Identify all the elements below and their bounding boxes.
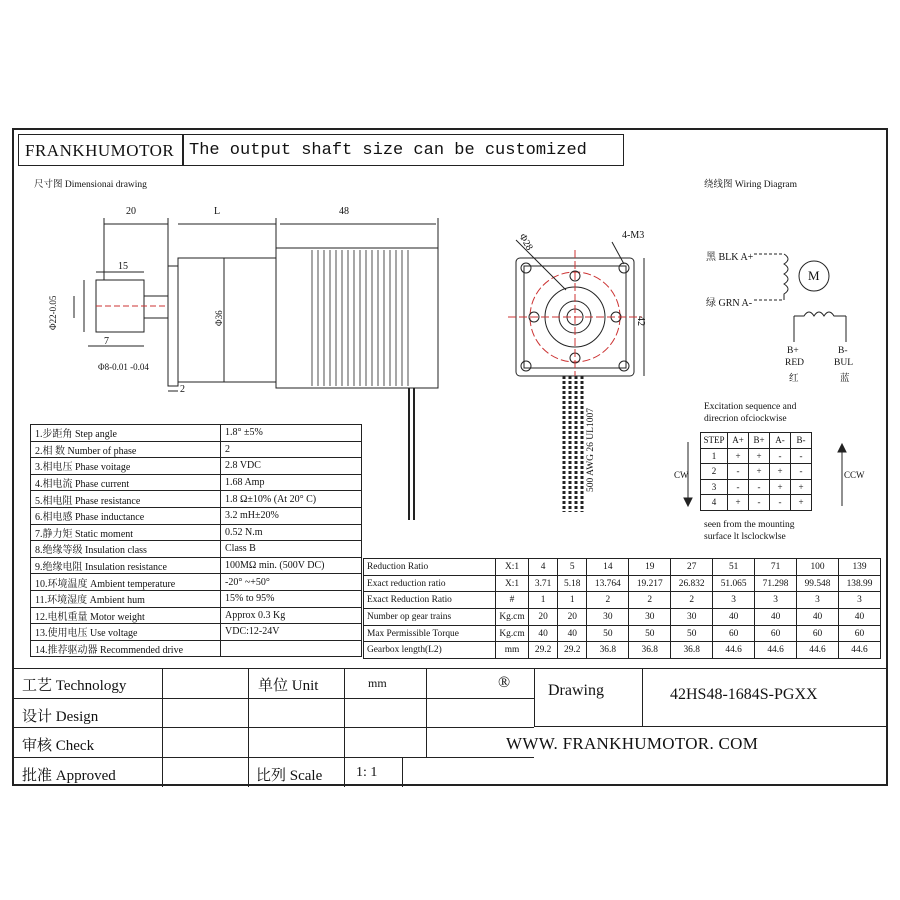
spec-row xyxy=(31,491,362,508)
dim-8: Φ8-0.01 -0.04 xyxy=(98,362,149,372)
spec-value: VDC:12-24V xyxy=(221,624,362,641)
spec-label: 12.电机重量 Motor weight xyxy=(31,607,221,624)
ratio-cell: 19 xyxy=(629,559,671,576)
spec-row xyxy=(31,474,362,491)
dim-m3: 4-M3 xyxy=(622,230,645,241)
cell-divider xyxy=(162,699,163,729)
ratio-label: Exact reduction ratio xyxy=(364,575,496,592)
ratio-cell: 3 xyxy=(713,592,755,609)
unit-label: 单位 Unit xyxy=(258,678,319,694)
ratio-cell: 30 xyxy=(629,609,671,626)
ratio-cell: 14 xyxy=(587,559,629,576)
spec-row xyxy=(31,640,362,657)
step-cell: - xyxy=(749,479,770,495)
step-cell: - xyxy=(770,448,791,464)
cell-divider xyxy=(248,758,249,788)
brand-box xyxy=(18,134,184,166)
ccw-label: CCW xyxy=(844,470,865,480)
spec-label: 4.相电流 Phase current xyxy=(31,474,221,491)
spec-row xyxy=(31,441,362,458)
step-header-cell: B- xyxy=(791,433,812,449)
cell-divider xyxy=(162,728,163,758)
spec-row xyxy=(31,557,362,574)
spec-label: 9.绝缘电阻 Insulation resistance xyxy=(31,557,221,574)
seen-line-1: seen from the mounting xyxy=(704,520,795,530)
step-cell: + xyxy=(728,448,749,464)
step-header-cell: A- xyxy=(770,433,791,449)
ratio-cell: 44.6 xyxy=(797,642,839,659)
ratio-label: Max Permissible Torque xyxy=(364,625,496,642)
ratio-cell: 44.6 xyxy=(755,642,797,659)
dim-15: 15 xyxy=(118,261,128,272)
ratio-row xyxy=(364,559,881,576)
step-header-cell: A+ xyxy=(728,433,749,449)
dim-l: L xyxy=(214,206,221,217)
step-cell: 3 xyxy=(701,479,728,495)
step-table-row xyxy=(701,495,812,511)
motor-symbol: M xyxy=(808,268,820,283)
tagline: The output shaft size can be customized xyxy=(189,141,587,160)
scale-label: 比列 Scale xyxy=(256,767,323,784)
dim-22: Φ22-0.05 xyxy=(48,295,58,330)
ratio-cell: 30 xyxy=(587,609,629,626)
ratio-label: Number op gear trains xyxy=(364,609,496,626)
step-cell: - xyxy=(770,495,791,511)
ratio-cell: 51 xyxy=(713,559,755,576)
registered-mark: ® xyxy=(498,674,511,691)
dim-28: Φ28 xyxy=(516,232,535,253)
tagline-box xyxy=(182,134,624,166)
wire-blk: 黑 BLK A+ xyxy=(706,252,754,263)
ratio-cell: 20 xyxy=(529,609,558,626)
step-cell: 2 xyxy=(701,464,728,480)
ratio-row xyxy=(364,575,881,592)
wiring-title: 绕线图 Wiring Diagram xyxy=(704,180,798,190)
spec-row xyxy=(31,590,362,607)
reduction-ratio-table xyxy=(363,558,881,659)
cell-divider xyxy=(344,699,345,729)
spec-row xyxy=(31,624,362,641)
spec-row xyxy=(31,524,362,541)
spec-value: 1.8° ±5% xyxy=(221,425,362,442)
spec-value: 15% to 95% xyxy=(221,590,362,607)
step-cell: - xyxy=(728,479,749,495)
ratio-cell: 3 xyxy=(755,592,797,609)
cell-divider xyxy=(344,728,345,758)
step-header-cell: B+ xyxy=(749,433,770,449)
cell-divider xyxy=(248,728,249,758)
ratio-cell: 2 xyxy=(629,592,671,609)
ratio-cell: 4 xyxy=(529,559,558,576)
drawing-label: Drawing xyxy=(548,682,604,699)
spec-value: 100MΩ min. (500V DC) xyxy=(221,557,362,574)
ratio-cell: 71.298 xyxy=(755,575,797,592)
ratio-label: Reduction Ratio xyxy=(364,559,496,576)
website: WWW. FRANKHUMOTOR. COM xyxy=(506,734,759,753)
ratio-cell: 3 xyxy=(838,592,880,609)
scale-value: 1: 1 xyxy=(356,764,378,780)
spec-value: 1.8 Ω±10% (At 20° C) xyxy=(221,491,362,508)
ratio-label: Gearbox length(L2) xyxy=(364,642,496,659)
spec-label: 2.相 数 Number of phase xyxy=(31,441,221,458)
spec-value: 0.52 N.m xyxy=(221,524,362,541)
spec-row xyxy=(31,574,362,591)
ratio-row xyxy=(364,592,881,609)
wire-b-plus: B+ xyxy=(787,346,799,356)
ratio-cell: 40 xyxy=(797,609,839,626)
ratio-cell: 139 xyxy=(838,559,880,576)
ratio-cell: 40 xyxy=(755,609,797,626)
ratio-cell: 60 xyxy=(797,625,839,642)
title-block xyxy=(14,668,886,786)
design-label: 设计 Design xyxy=(22,708,99,725)
ratio-cell: 40 xyxy=(838,609,880,626)
ratio-cell: 44.6 xyxy=(713,642,755,659)
step-cell: - xyxy=(728,464,749,480)
spec-value xyxy=(221,640,362,657)
step-cell: + xyxy=(770,464,791,480)
ratio-cell: 1 xyxy=(558,592,587,609)
ratio-cell: 2 xyxy=(587,592,629,609)
ratio-cell: 1 xyxy=(529,592,558,609)
step-cell: + xyxy=(791,495,812,511)
spec-label: 5.相电阻 Phase resistance xyxy=(31,491,221,508)
ratio-cell: 36.8 xyxy=(671,642,713,659)
ratio-unit: mm xyxy=(496,642,529,659)
step-cell: + xyxy=(791,479,812,495)
spec-label: 13.使用电压 Use voltage xyxy=(31,624,221,641)
cell-divider xyxy=(162,668,163,698)
dim-42: 42 xyxy=(635,316,646,326)
spec-value: 3.2 mH±20% xyxy=(221,507,362,524)
ratio-cell: 50 xyxy=(671,625,713,642)
ratio-row xyxy=(364,625,881,642)
dim-36: Φ36 xyxy=(214,310,224,326)
seen-line-2: surface lt lsclockwlse xyxy=(704,532,786,542)
brand-name: FRANKHUMOTOR xyxy=(25,141,175,160)
spec-label: 10.环境温度 Ambient temperature xyxy=(31,574,221,591)
ratio-cell: 20 xyxy=(558,609,587,626)
step-table-row xyxy=(701,479,812,495)
step-cell: - xyxy=(791,448,812,464)
step-table-row xyxy=(701,464,812,480)
ratio-cell: 40 xyxy=(529,625,558,642)
ratio-cell: 13.764 xyxy=(587,575,629,592)
step-cell: - xyxy=(749,495,770,511)
ratio-unit: X:1 xyxy=(496,575,529,592)
ratio-cell: 2 xyxy=(671,592,713,609)
ratio-cell: 36.8 xyxy=(629,642,671,659)
spec-value: -20° ~+50° xyxy=(221,574,362,591)
drawing-sheet xyxy=(12,128,888,786)
ratio-cell: 40 xyxy=(713,609,755,626)
ratio-label: Exact Reduction Ratio xyxy=(364,592,496,609)
spec-value: 2 xyxy=(221,441,362,458)
ratio-cell: 99.548 xyxy=(797,575,839,592)
wire-bul-cn: 蓝 xyxy=(840,374,850,384)
ratio-unit: # xyxy=(496,592,529,609)
cw-label: CW xyxy=(674,470,689,480)
approved-label: 批准 Approved xyxy=(22,767,116,784)
wire-red-cn: 红 xyxy=(789,374,799,384)
ratio-cell: 100 xyxy=(797,559,839,576)
spec-row xyxy=(31,541,362,558)
cable-spec: 500 AWG 26 UL1007 xyxy=(586,408,596,492)
spec-row xyxy=(31,425,362,442)
spec-row xyxy=(31,607,362,624)
wire-bul: BUL xyxy=(834,358,853,368)
ratio-cell: 40 xyxy=(558,625,587,642)
spec-label: 8.绝缘等级 Insulation class xyxy=(31,541,221,558)
ratio-row xyxy=(364,609,881,626)
ratio-cell: 29.2 xyxy=(529,642,558,659)
ratio-cell: 71 xyxy=(755,559,797,576)
spec-value: 1.68 Amp xyxy=(221,474,362,491)
ratio-cell: 19.217 xyxy=(629,575,671,592)
ratio-cell: 60 xyxy=(755,625,797,642)
step-cell: - xyxy=(791,464,812,480)
spec-label: 11.环境湿度 Ambient hum xyxy=(31,590,221,607)
ratio-cell: 5.18 xyxy=(558,575,587,592)
spec-label: 7.静力矩 Static moment xyxy=(31,524,221,541)
step-table xyxy=(700,432,812,511)
cell-divider xyxy=(248,668,249,698)
ratio-cell: 138.99 xyxy=(838,575,880,592)
ratio-row xyxy=(364,642,881,659)
ratio-unit: X:1 xyxy=(496,559,529,576)
dim-48: 48 xyxy=(339,206,349,217)
ratio-cell: 44.6 xyxy=(838,642,880,659)
ratio-cell: 26.832 xyxy=(671,575,713,592)
wire-grn: 绿 GRN A- xyxy=(706,298,753,309)
step-cell: 4 xyxy=(701,495,728,511)
ratio-cell: 5 xyxy=(558,559,587,576)
dimensional-title: 尺寸图 Dimensionai drawing xyxy=(34,180,147,190)
dim-7: 7 xyxy=(104,336,109,347)
cell-divider xyxy=(344,758,345,788)
drawing-bottom-border xyxy=(534,726,642,727)
spec-row xyxy=(31,507,362,524)
spec-value: Approx 0.3 Kg xyxy=(221,607,362,624)
ratio-unit: Kg.cm xyxy=(496,609,529,626)
model-number: 42HS48-1684S-PGXX xyxy=(670,686,818,703)
step-cell: + xyxy=(728,495,749,511)
wire-red: RED xyxy=(785,358,804,368)
spec-value: Class B xyxy=(221,541,362,558)
spec-label: 6.相电感 Phase inductance xyxy=(31,507,221,524)
dim-20: 20 xyxy=(126,206,136,217)
wiring-schematic xyxy=(750,246,870,346)
step-table-header xyxy=(701,433,812,449)
front-view-drawing xyxy=(494,230,674,530)
step-cell: + xyxy=(749,464,770,480)
title-row-approved xyxy=(14,757,534,788)
ratio-cell: 60 xyxy=(838,625,880,642)
ratio-cell: 29.2 xyxy=(558,642,587,659)
spec-label: 3.相电压 Phase voitage xyxy=(31,458,221,475)
ratio-cell: 36.8 xyxy=(587,642,629,659)
spec-label: 14.推荐驱动器 Recommended drive xyxy=(31,640,221,657)
ratio-cell: 51.065 xyxy=(713,575,755,592)
ratio-cell: 50 xyxy=(587,625,629,642)
unit-value: mm xyxy=(368,676,387,690)
spec-table xyxy=(30,424,362,657)
excitation-line-1: Excitation sequence and xyxy=(704,402,797,412)
ratio-cell: 27 xyxy=(671,559,713,576)
cell-divider xyxy=(402,758,403,788)
ratio-unit: Kg.cm xyxy=(496,625,529,642)
wire-b-minus: B- xyxy=(838,346,848,356)
spec-label: 1.步距角 Step angle xyxy=(31,425,221,442)
step-table-row xyxy=(701,448,812,464)
ratio-cell: 50 xyxy=(629,625,671,642)
technology-label: 工艺 Technology xyxy=(22,678,127,694)
ratio-cell: 30 xyxy=(671,609,713,626)
ratio-cell: 3 xyxy=(797,592,839,609)
spec-value: 2.8 VDC xyxy=(221,458,362,475)
step-cell: + xyxy=(770,479,791,495)
step-cell: 1 xyxy=(701,448,728,464)
check-label: 审核 Check xyxy=(22,738,95,754)
ratio-cell: 60 xyxy=(713,625,755,642)
cell-divider xyxy=(248,699,249,729)
step-cell: + xyxy=(749,448,770,464)
spec-row xyxy=(31,458,362,475)
dim-2: 2 xyxy=(180,384,185,395)
step-header-cell: STEP xyxy=(701,433,728,449)
cell-divider xyxy=(162,758,163,788)
ratio-cell: 3.71 xyxy=(529,575,558,592)
cell-divider xyxy=(344,668,345,698)
excitation-line-2: direcrion ofciockwise xyxy=(704,414,787,424)
